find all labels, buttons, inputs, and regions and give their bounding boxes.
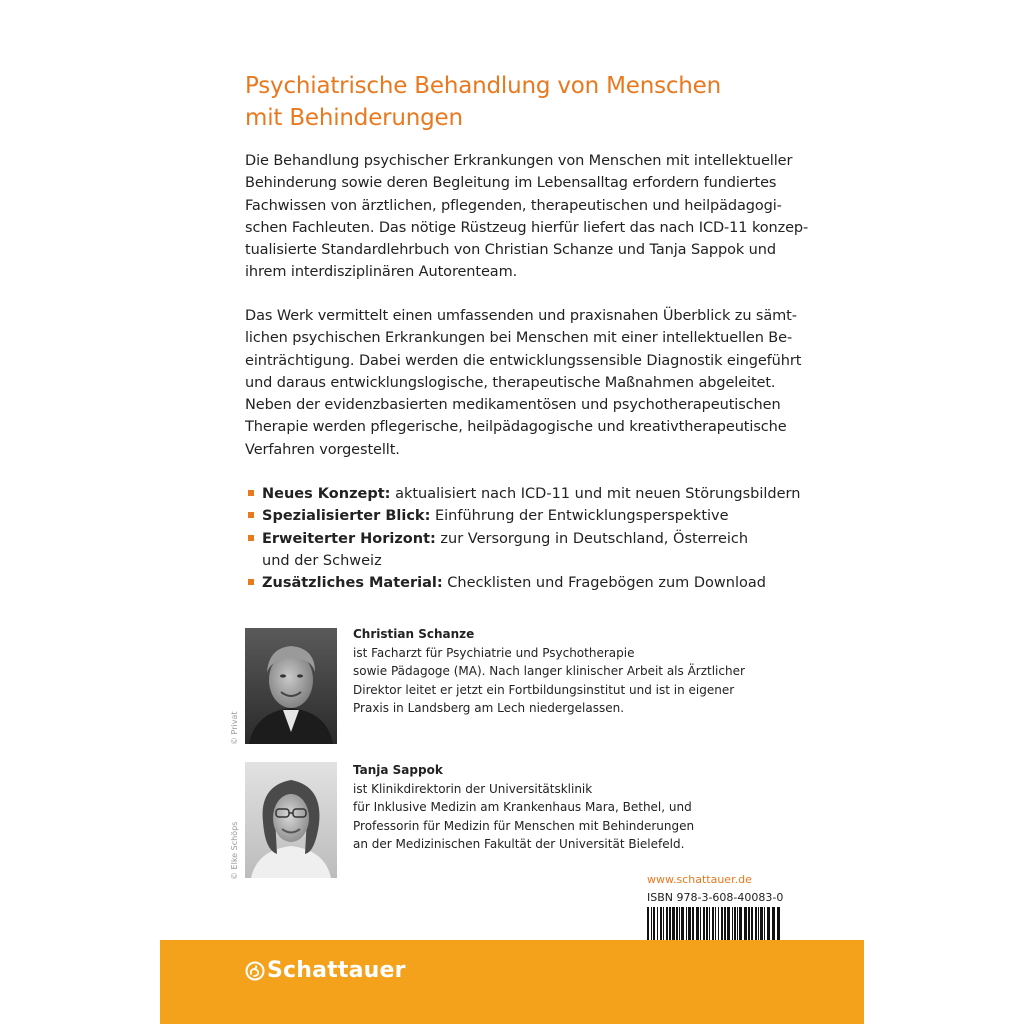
barcode-bar <box>660 907 662 941</box>
author-name: Christian Schanze <box>353 627 475 641</box>
description-paragraph-2 <box>245 305 802 461</box>
barcode-bar <box>772 907 775 941</box>
bio-line <box>353 625 773 662</box>
barcode-bar <box>748 907 750 941</box>
title-line: mit Behinderungen <box>245 105 463 131</box>
publisher-name: Schattauer <box>267 958 406 983</box>
barcode-bar <box>676 907 678 941</box>
feature-label: Neues Konzept: <box>262 486 391 502</box>
title-line: Psychiatrische Behandlung von Menschen <box>245 73 722 99</box>
feature-text: aktualisiert nach ICD-11 und mit neuen Störungsbildern <box>390 486 801 502</box>
barcode-bar <box>703 907 705 941</box>
author-photo-tanja-sappok <box>245 762 337 878</box>
feature-list <box>245 483 800 594</box>
feature-text: Einführung der Entwicklungsperspektive <box>430 508 729 525</box>
feature-text-continuation: und der Schweiz <box>262 552 382 569</box>
publisher-logo <box>245 958 406 983</box>
barcode-bar <box>653 907 655 941</box>
barcode-bar <box>706 907 708 941</box>
book-back-cover <box>160 0 864 1024</box>
square-bullet-icon <box>248 490 254 496</box>
barcode-bar <box>688 907 691 941</box>
barcode-bar <box>734 907 736 941</box>
feature-label: Spezialisierter Blick: <box>262 508 431 525</box>
book-title <box>245 70 721 134</box>
feature-item <box>245 572 800 594</box>
bio-line: sowie Pädagoge (MA). Nach langer klinischer Arbeit als Ärztlicher <box>353 664 745 678</box>
barcode-bar <box>700 907 701 941</box>
feature-text: zur Versorgung in Deutschland, Österreich <box>435 530 749 547</box>
barcode-bar <box>663 907 664 941</box>
barcode-bar <box>692 907 694 941</box>
text-line: ihrem interdisziplinären Autorenteam. <box>245 264 518 281</box>
barcode-bar <box>669 907 671 941</box>
barcode-bar <box>751 907 753 941</box>
author-bio-1 <box>353 625 773 718</box>
barcode-bar <box>767 907 770 941</box>
feature-item <box>245 483 800 505</box>
text-line: Verfahren vorgestellt. <box>245 441 400 458</box>
barcode-bar <box>724 907 726 941</box>
barcode-bar <box>666 907 668 941</box>
text-line: Die Behandlung psychischer Erkrankungen von Menschen mit intellektueller <box>245 153 793 169</box>
barcode-bar <box>755 907 757 941</box>
barcode-bar <box>681 907 684 941</box>
barcode-bar <box>647 907 649 941</box>
barcode-bar <box>657 907 658 941</box>
bio-line: Praxis in Landsberg am Lech niedergelassen. <box>353 701 625 715</box>
barcode-bar <box>737 907 738 941</box>
barcode-bar <box>679 907 680 941</box>
feature-text: Checklisten und Fragebögen zum Download <box>442 575 766 592</box>
barcode-bar <box>727 907 730 941</box>
publisher-url[interactable]: www.schattauer.de <box>647 873 752 886</box>
barcode-bar <box>712 907 714 941</box>
bio-line: für Inklusive Medizin am Krankenhaus Mara, Bethel, und <box>353 800 692 814</box>
text-line: und daraus entwicklungslogische, therapeutische Maßnahmen abgeleitet. <box>245 374 776 391</box>
photo-credit: © Elke Schöps <box>230 821 239 880</box>
square-bullet-icon <box>248 535 254 541</box>
feature-label: Zusätzliches Material: <box>262 575 443 592</box>
barcode-bar <box>715 907 716 941</box>
isbn-number: ISBN 978-3-608-40083-0 <box>647 891 784 904</box>
barcode-bar <box>696 907 699 941</box>
text-line: Das Werk vermittelt einen umfassenden und praxisnahen Überblick zu sämt- <box>245 308 797 324</box>
text-line: einträchtigung. Dabei werden die entwicklungssensible Diagnostik eingeführt <box>245 352 802 369</box>
bio-line: Professorin für Medizin für Menschen mit Behinderungen <box>353 818 695 833</box>
feature-item <box>245 528 800 573</box>
barcode-bar <box>758 907 759 941</box>
text-line: Therapie werden pflegerische, heilpädagogische und kreativtherapeutische <box>245 419 787 436</box>
barcode-bar <box>777 907 780 941</box>
schattauer-logo-icon <box>245 961 265 981</box>
bio-text: ist Facharzt für Psychiatrie und Psychotherapie <box>353 645 635 660</box>
bio-text: ist Klinikdirektorin der Universitätsklinik <box>353 781 593 796</box>
square-bullet-icon <box>248 579 254 585</box>
bio-line: Direktor leitet er jetzt ein Fortbildungsinstitut und ist in eigener <box>353 682 735 697</box>
text-line: schen Fachleuten. Das nötige Rüstzeug hierfür liefert das nach ICD-11 konzep- <box>245 219 809 236</box>
photo-credit: © Privat <box>230 711 239 745</box>
text-line: lichen psychischen Erkrankungen bei Menschen mit einer intellektuellen Be- <box>245 330 793 347</box>
feature-label: Erweiterter Horizont: <box>262 530 436 547</box>
text-line: Behinderung sowie deren Begleitung im Lebensalltag erfordern fundiertes <box>245 175 777 192</box>
barcode-bar <box>672 907 675 941</box>
barcode-bar <box>651 907 652 941</box>
barcode-bar <box>739 907 742 941</box>
isbn-barcode <box>647 907 781 941</box>
author-photo-christian-schanze <box>245 628 337 744</box>
barcode-bar <box>709 907 710 941</box>
text-line: Neben der evidenzbasierten medikamentösen und psychotherapeutischen <box>245 397 781 414</box>
text-line: Fachwissen von ärztlichen, pflegenden, therapeutischen und heilpädagogi- <box>245 197 782 214</box>
barcode-bar <box>760 907 763 941</box>
bio-line <box>353 761 773 798</box>
barcode-bar <box>764 907 765 941</box>
bio-line: an der Medizinischen Fakultät der Universität Bielefeld. <box>353 837 685 851</box>
text-line: tualisierte Standardlehrbuch von Christian Schanze und Tanja Sappok und <box>245 242 776 259</box>
feature-item <box>245 505 800 527</box>
description-paragraph-1 <box>245 150 809 284</box>
author-name: Tanja Sappok <box>353 763 443 777</box>
barcode-bar <box>686 907 687 941</box>
barcode-bar <box>718 907 719 941</box>
barcode-bar <box>721 907 723 941</box>
square-bullet-icon <box>248 512 254 518</box>
author-bio-2 <box>353 761 773 854</box>
barcode-bar <box>732 907 733 941</box>
barcode-bar <box>744 907 747 941</box>
